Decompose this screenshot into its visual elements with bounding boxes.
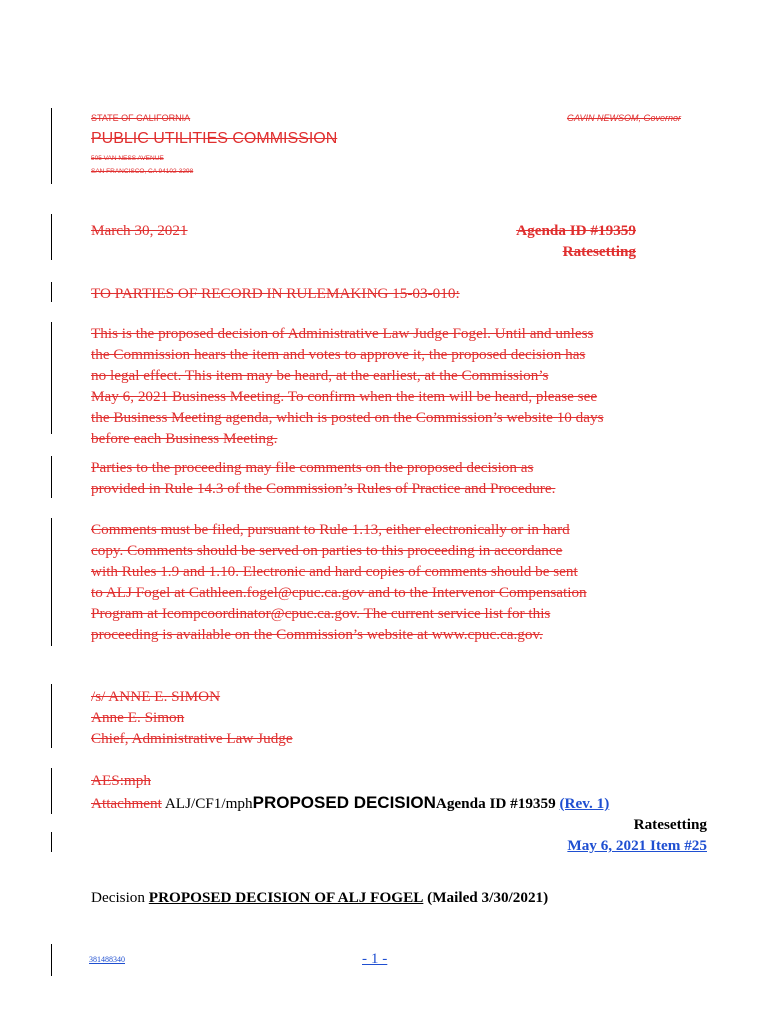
decision-header-line	[91, 792, 609, 814]
state-label: STATE OF CALIFORNIA	[91, 113, 191, 123]
signer-name: Anne E. Simon	[91, 709, 185, 726]
change-bar	[51, 322, 52, 434]
paragraph-comments-rule	[91, 457, 681, 499]
governor-label: GAVIN NEWSOM, Governor	[566, 113, 681, 123]
text-line: to ALJ Fogel at Cathleen.fogel@cpuc.ca.gov and to the Intervenor Compensation	[91, 584, 587, 601]
page-number: - 1 -	[362, 950, 388, 967]
decision-title: PROPOSED DECISION OF ALJ FOGEL	[148, 889, 424, 906]
address-line-2: SAN FRANCISCO, CA 94102-3298	[91, 168, 194, 175]
agenda-id: Agenda ID #19359	[516, 222, 636, 239]
text-line: Comments must be filed, pursuant to Rule 1.13, either electronically or in hard	[91, 521, 570, 538]
agency-name: PUBLIC UTILITIES COMMISSION	[91, 130, 338, 147]
letter-date: March 30, 2021	[91, 222, 188, 239]
text-line: Program at Icompcoordinator@cpuc.ca.gov. The current service list for this	[91, 605, 551, 622]
change-bar	[51, 518, 52, 646]
paragraph-filing-instructions	[91, 519, 681, 645]
decision-prefix: Decision	[91, 889, 145, 906]
mailed-date: (Mailed 3/30/2021)	[427, 889, 549, 906]
text-line: proceeding is available on the Commission’s website at www.cpuc.ca.gov.	[91, 626, 543, 643]
text-line: copy. Comments should be served on parties to this proceeding in accordance	[91, 542, 563, 559]
text-line: Parties to the proceeding may file comments on the proposed decision as	[91, 459, 534, 476]
attachment-label: Attachment	[91, 795, 162, 812]
docket-code: ALJ/CF1/mph	[164, 795, 253, 812]
proposed-decision-label: PROPOSED DECISION	[252, 793, 436, 812]
change-bar	[51, 944, 52, 976]
text-line: the Commission hears the item and votes to approve it, the proposed decision has	[91, 346, 586, 363]
meeting-item-link[interactable]: May 6, 2021 Item #25	[567, 837, 707, 854]
change-bar	[51, 832, 52, 852]
address-line-1: 505 VAN NESS AVENUE	[91, 155, 164, 162]
signer-title: Chief, Administrative Law Judge	[91, 730, 293, 747]
change-bar	[51, 108, 52, 184]
change-bar	[51, 684, 52, 748]
text-line: no legal effect. This item may be heard, at the earliest, at the Commission’s	[91, 367, 549, 384]
decision-title-line	[91, 887, 548, 908]
change-bar	[51, 768, 52, 814]
header-agenda-id: Agenda ID #19359	[435, 795, 556, 812]
ratesetting-label: Ratesetting	[562, 243, 636, 260]
change-bar	[51, 214, 52, 260]
text-line: This is the proposed decision of Administrative Law Judge Fogel. Until and unless	[91, 325, 594, 342]
signature: /s/ ANNE E. SIMON	[91, 688, 221, 705]
initials: AES:mph	[91, 772, 151, 789]
to-parties-line: TO PARTIES OF RECORD IN RULEMAKING 15-03-010:	[91, 285, 460, 302]
change-bar	[51, 456, 52, 498]
text-line: the Business Meeting agenda, which is posted on the Commission’s website 10 days	[91, 409, 604, 426]
change-bar	[51, 282, 52, 302]
text-line: with Rules 1.9 and 1.10. Electronic and hard copies of comments should be sent	[91, 563, 578, 580]
paragraph-proposed-decision	[91, 323, 681, 449]
header-ratesetting: Ratesetting	[633, 816, 707, 833]
text-line: May 6, 2021 Business Meeting. To confirm when the item will be heard, please see	[91, 388, 598, 405]
text-line: before each Business Meeting.	[91, 430, 278, 447]
text-line: provided in Rule 14.3 of the Commission’s Rules of Practice and Procedure.	[91, 480, 556, 497]
document-number: 381488340	[89, 955, 125, 964]
revision-link[interactable]: (Rev. 1)	[559, 795, 610, 812]
